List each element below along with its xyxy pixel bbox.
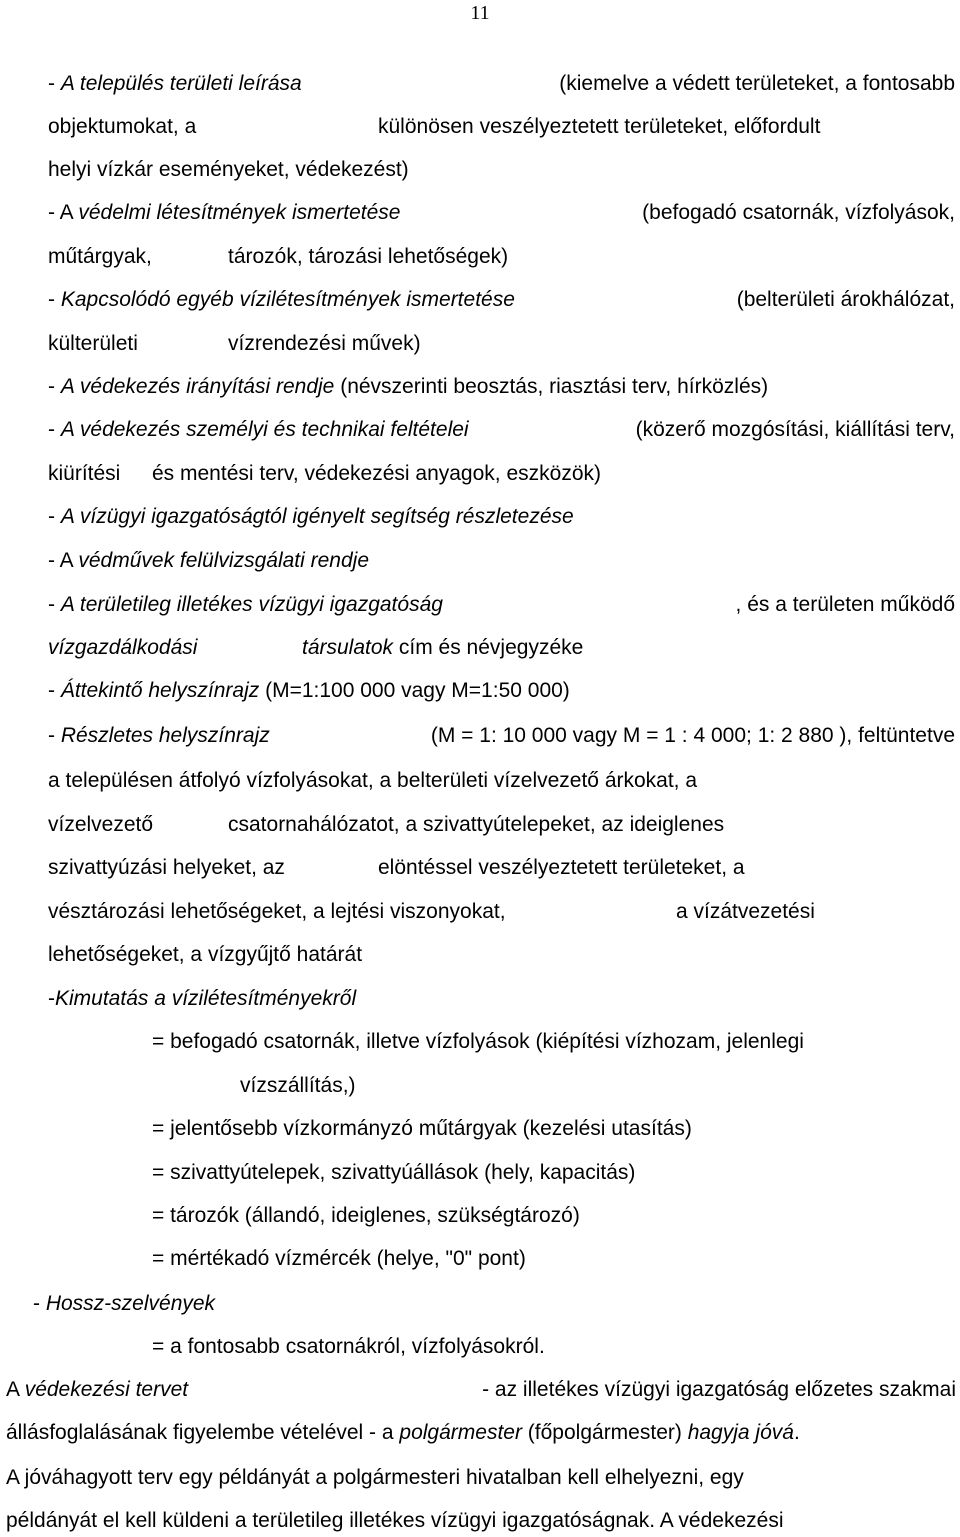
text-line: vésztározási lehetőségeket, a lejtési viszonyokat, bbox=[48, 900, 506, 923]
text-line: -Kimutatás a vízilétesítményekről bbox=[48, 987, 357, 1010]
text-line: társulatok cím és névjegyzéke bbox=[302, 636, 584, 659]
text-line: csatornahálózatot, a szivattyútelepeket, az ideiglenes bbox=[228, 813, 725, 836]
text-line: - A település területi leírása (kiemelve a védett területeket, a fontosabb bbox=[48, 72, 955, 95]
text-line: különösen veszélyeztetett területeket, előfordult bbox=[378, 115, 821, 138]
text-line: objektumokat, a bbox=[48, 115, 197, 138]
text-line: példányát el kell küldeni a területileg illetékes vízügyi igazgatóságnak. A védekezési bbox=[6, 1509, 784, 1532]
text-line: = szivattyútelepek, szivattyúállások (hely, kapacitás) bbox=[152, 1161, 636, 1184]
text-line: A jóváhagyott terv egy példányát a polgármesteri hivatalban kell elhelyezni, egy bbox=[6, 1466, 744, 1489]
text-line: - Hossz-szelvények bbox=[33, 1292, 216, 1315]
text-line: helyi vízkár eseményeket, védekezést) bbox=[48, 158, 409, 181]
page-number: 11 bbox=[470, 2, 490, 24]
text-line: = tározók (állandó, ideiglenes, szükségtározó) bbox=[152, 1204, 580, 1227]
text-line: kiürítési bbox=[48, 462, 121, 485]
text-line: - A védművek felülvizsgálati rendje bbox=[48, 549, 370, 572]
text-line: elöntéssel veszélyeztetett területeket, a bbox=[378, 856, 745, 879]
text-line: külterületi bbox=[48, 332, 138, 355]
text-line: = a fontosabb csatornákról, vízfolyásokról. bbox=[152, 1335, 545, 1358]
text-line: és mentési terv, védekezési anyagok, eszközök) bbox=[152, 462, 601, 485]
text-line: vízelvezető bbox=[48, 813, 154, 836]
text-line: A védekezési tervet - az illetékes vízügyi igazgatóság előzetes szakmai bbox=[6, 1378, 956, 1401]
text-line: - A vízügyi igazgatóságtól igényelt segítség részletezése bbox=[48, 505, 574, 528]
text-line: - Részletes helyszínrajz (M = 1: 10 000 vagy M = 1 : 4 000; 1: 2 880 ), feltüntetve bbox=[48, 724, 955, 747]
text-line: vízrendezési művek) bbox=[228, 332, 421, 355]
text-line: - Kapcsolódó egyéb vízilétesítmények ismertetése (belterületi árokhálózat, bbox=[48, 288, 955, 311]
text-line: lehetőségeket, a vízgyűjtő határát bbox=[48, 943, 363, 966]
text-line: állásfoglalásának figyelembe vételével - a polgármester (főpolgármester) hagyja jóvá. bbox=[6, 1421, 800, 1444]
text-line: tározók, tározási lehetőségek) bbox=[228, 245, 509, 268]
text-line: - A területileg illetékes vízügyi igazgatóság , és a területen működő bbox=[48, 593, 955, 616]
text-line: a vízátvezetési bbox=[676, 900, 815, 923]
text-line: - A védekezés személyi és technikai feltételei (közerő mozgósítási, kiállítási terv, bbox=[48, 418, 955, 441]
text-line: szivattyúzási helyeket, az bbox=[48, 856, 285, 879]
text-line: = mértékadó vízmércék (helye, "0" pont) bbox=[152, 1247, 526, 1270]
text-line: a településen átfolyó vízfolyásokat, a belterületi vízelvezető árkokat, a bbox=[48, 769, 698, 792]
text-line: vízszállítás,) bbox=[240, 1074, 356, 1097]
text-line: = jelentősebb vízkormányzó műtárgyak (kezelési utasítás) bbox=[152, 1117, 692, 1140]
text-line: - A védelmi létesítmények ismertetése (befogadó csatornák, vízfolyások, bbox=[48, 201, 955, 224]
text-line: - Áttekintő helyszínrajz (M=1:100 000 vagy M=1:50 000) bbox=[48, 679, 570, 702]
text-line: vízgazdálkodási bbox=[48, 636, 198, 659]
text-line: - A védekezés irányítási rendje (névszerinti beosztás, riasztási terv, hírközlés) bbox=[48, 375, 769, 398]
text-line: műtárgyak, bbox=[48, 245, 152, 268]
text-line: = befogadó csatornák, illetve vízfolyások (kiépítési vízhozam, jelenlegi bbox=[152, 1030, 804, 1053]
